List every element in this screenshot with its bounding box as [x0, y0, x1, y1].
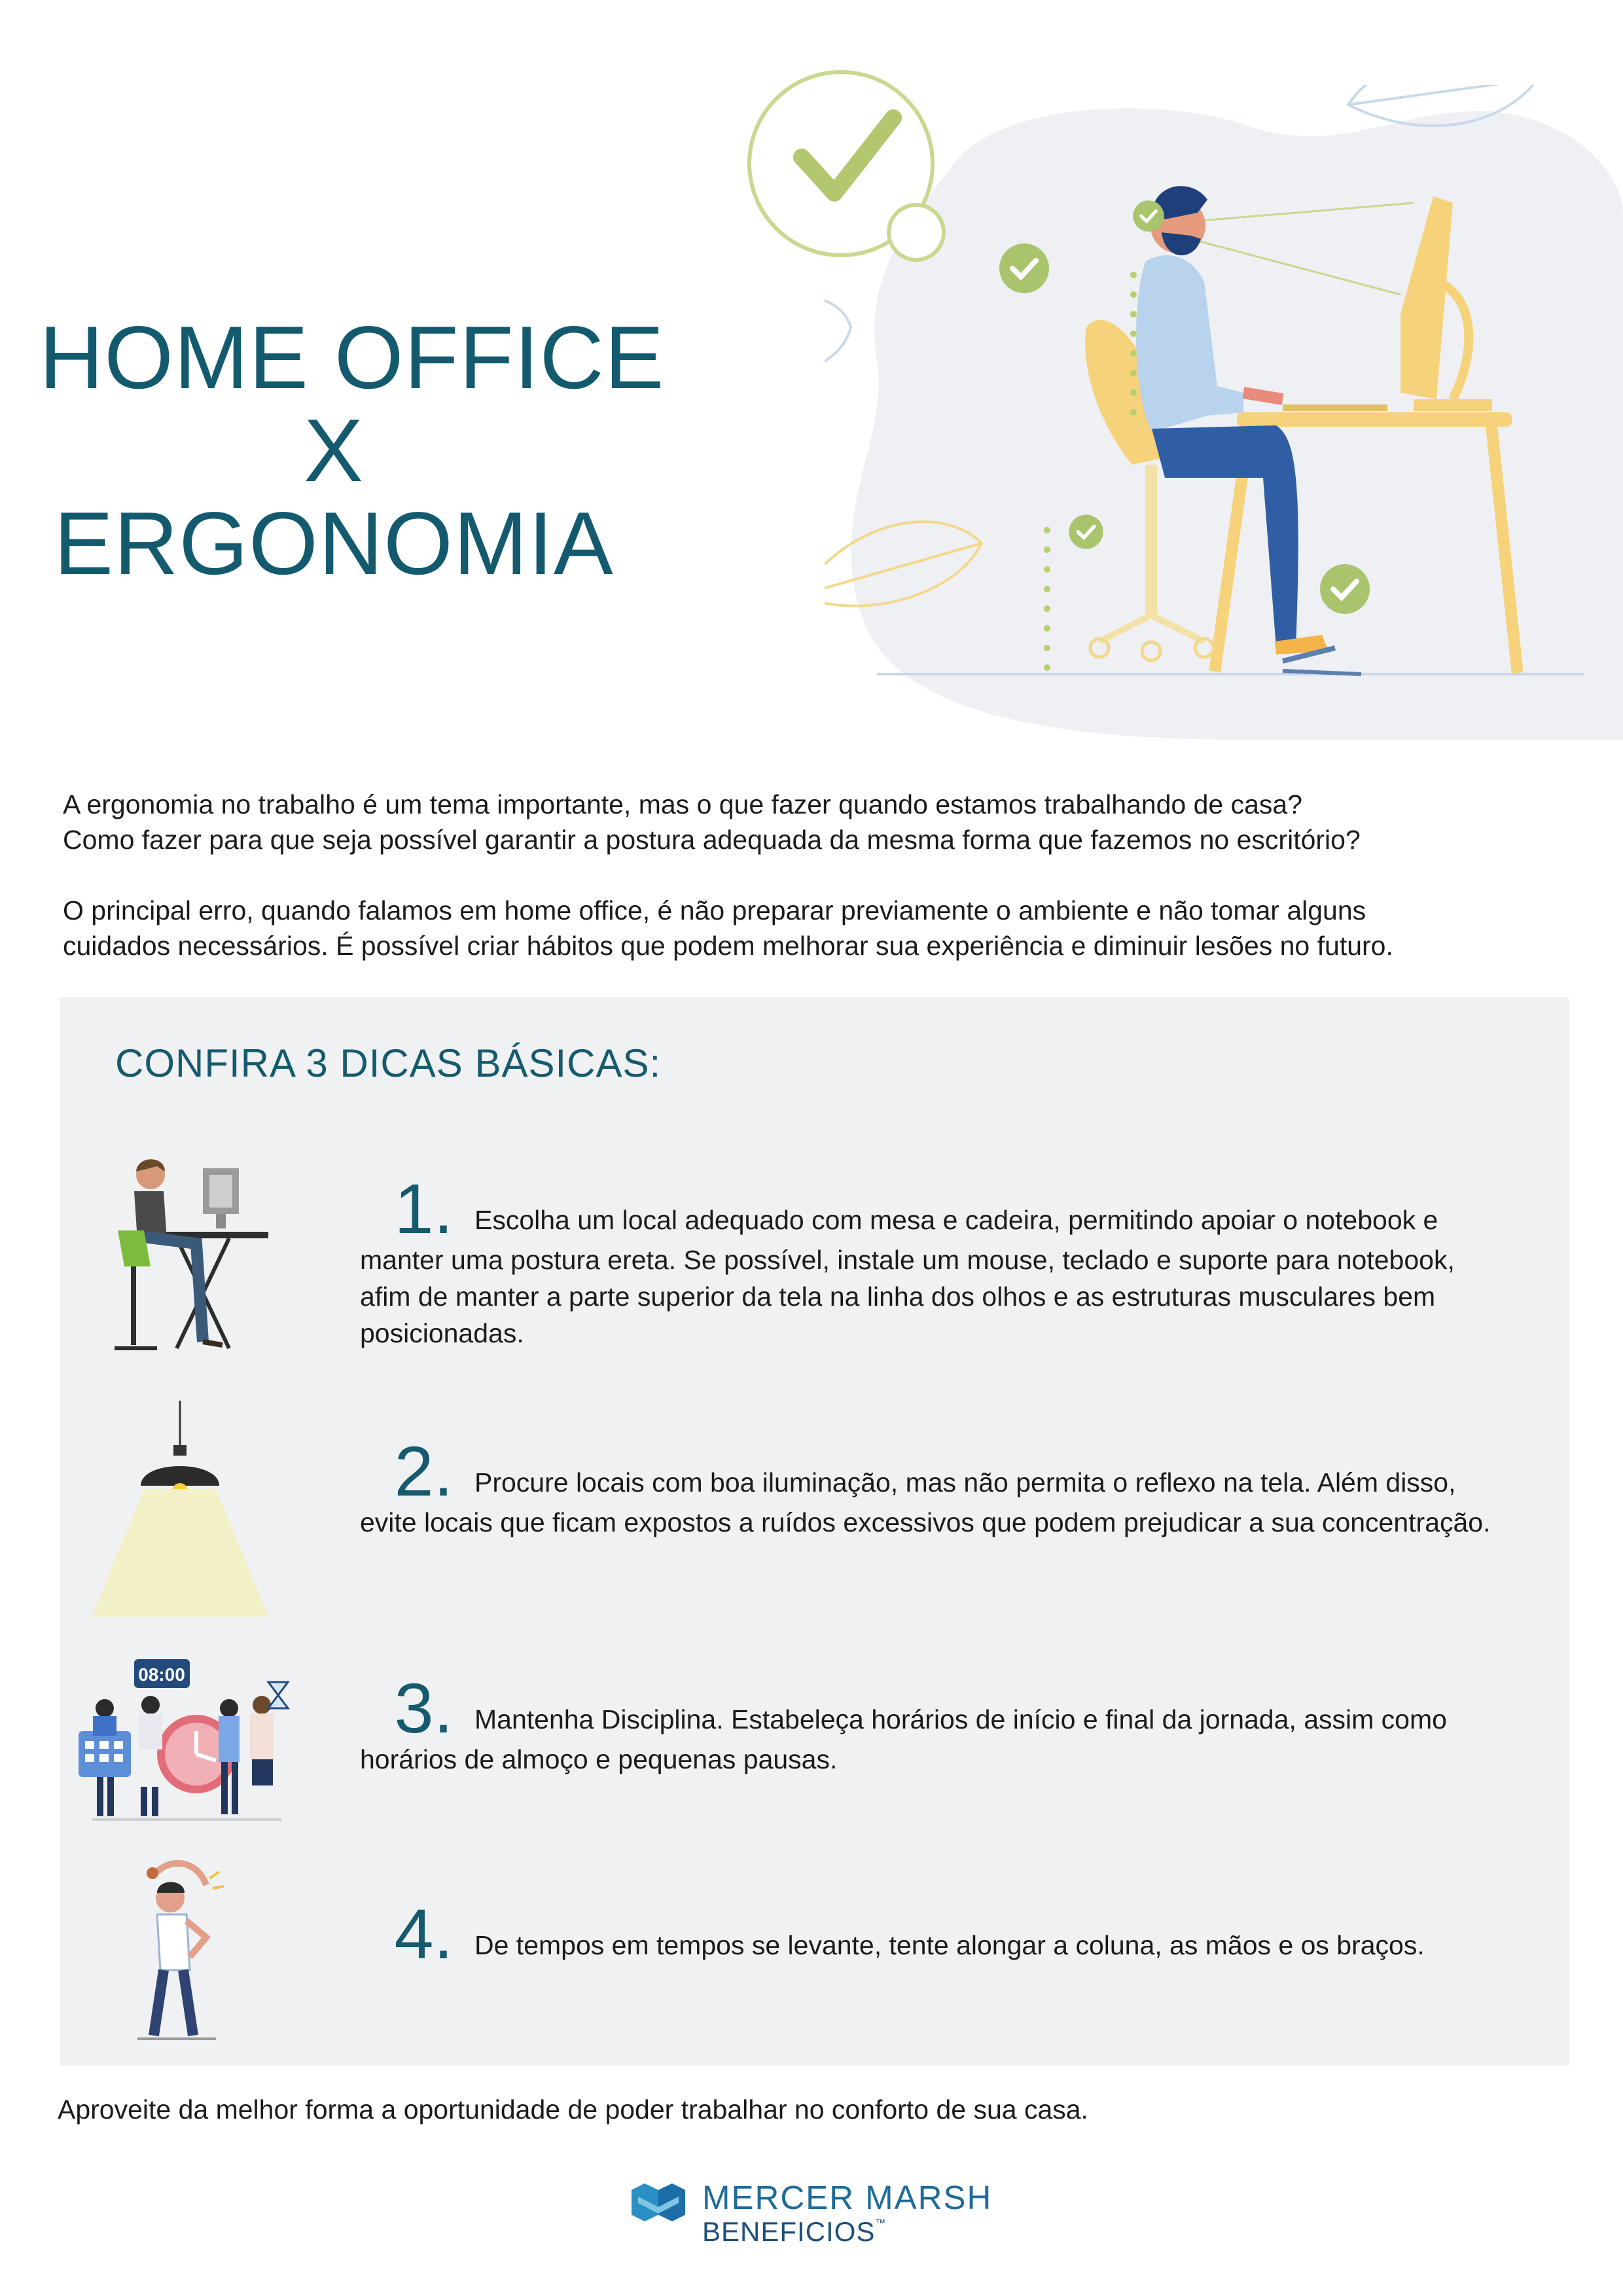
- logo-sub: [702, 2216, 886, 2248]
- tip-2: [360, 1431, 1551, 1541]
- tip-1-number: 1.: [394, 1169, 454, 1248]
- tip-2-line2: evite locais que ficam expostos a ruídos excessivos que podem prejudicar a sua concentração.: [360, 1507, 1491, 1537]
- intro-paragraph-1: [63, 787, 1568, 857]
- tip-3-number: 3.: [394, 1668, 454, 1748]
- clock-label: 08:00: [138, 1664, 185, 1685]
- check-icon: [1068, 514, 1104, 550]
- intro-p2-line1: O principal erro, quando falamos em home office, é não preparar previamente o ambiente e não tomar alguns: [63, 895, 1366, 925]
- tip-4-line1: De tempos em tempos se levante, tente alongar a coluna, as mãos e os braços.: [474, 1930, 1425, 1960]
- tip-2-number: 2.: [394, 1431, 454, 1511]
- check-icon: [1132, 200, 1165, 232]
- large-check-icon: [736, 59, 959, 281]
- tip-1: [360, 1169, 1551, 1352]
- intro-p1-line2: Como fazer para que seja possível garantir a postura adequada da mesma forma que fazemos no escritório?: [63, 825, 1361, 855]
- tip-4-number: 4.: [394, 1894, 454, 1973]
- stretching-man-icon: [131, 1859, 249, 2042]
- tip-3: [360, 1668, 1551, 1778]
- intro-paragraph-2: [63, 893, 1568, 963]
- tip-1-line1: Escolha um local adequado com mesa e cadeira, permitindo apoiar o notebook e: [474, 1205, 1438, 1235]
- title-line-3: ERGONOMIA: [54, 493, 614, 593]
- tip-4: [360, 1894, 1551, 1973]
- logo-sub-text: BENEFICIOS: [702, 2216, 876, 2247]
- pendant-lamp-icon: [92, 1401, 288, 1623]
- intro-p1-line1: A ergonomia no trabalho é um tema importante, mas o que fazer quando estamos trabalhando de casa?: [63, 789, 1303, 819]
- logo-name: MERCER MARSH: [702, 2179, 993, 2216]
- team-schedule-icon: [79, 1656, 294, 1826]
- closing-text: Aproveite da melhor forma a oportunidade de poder trabalhar no conforto de sua casa.: [58, 2094, 1088, 2125]
- tip-1-line3: afim de manter a parte superior da tela na linha dos olhos e as estruturas musculares bem: [360, 1282, 1436, 1312]
- tip-3-line2: horários de almoço e pequenas pausas.: [360, 1744, 838, 1774]
- title-line-2: X: [304, 401, 364, 500]
- mercer-marsh-logo-icon: [632, 2183, 685, 2221]
- page-title: [39, 308, 665, 593]
- check-icon: [998, 242, 1050, 295]
- tip-1-line2: manter uma postura ereta. Se possível, instale um mouse, teclado e suporte para notebook,: [360, 1245, 1455, 1275]
- logo-trademark: ™: [875, 2218, 887, 2229]
- tip-2-line1: Procure locais com boa iluminação, mas não permita o reflexo na tela. Além disso,: [474, 1467, 1456, 1498]
- title-line-1: HOME OFFICE: [39, 308, 665, 407]
- tips-section-title: CONFIRA 3 DICAS BÁSICAS:: [115, 1041, 662, 1085]
- intro-p2-line2: cuidados necessários. É possível criar hábitos que podem melhorar sua experiência e diminuir lesões no futuro.: [63, 931, 1393, 961]
- check-icon: [1319, 563, 1371, 615]
- tip-1-line4: posicionadas.: [360, 1318, 524, 1348]
- tip-3-line1: Mantenha Disciplina. Estabeleça horários de início e final da jornada, assim como: [474, 1704, 1447, 1734]
- mercer-marsh-logo: [632, 2178, 1024, 2250]
- woman-at-desk-icon: [105, 1152, 281, 1355]
